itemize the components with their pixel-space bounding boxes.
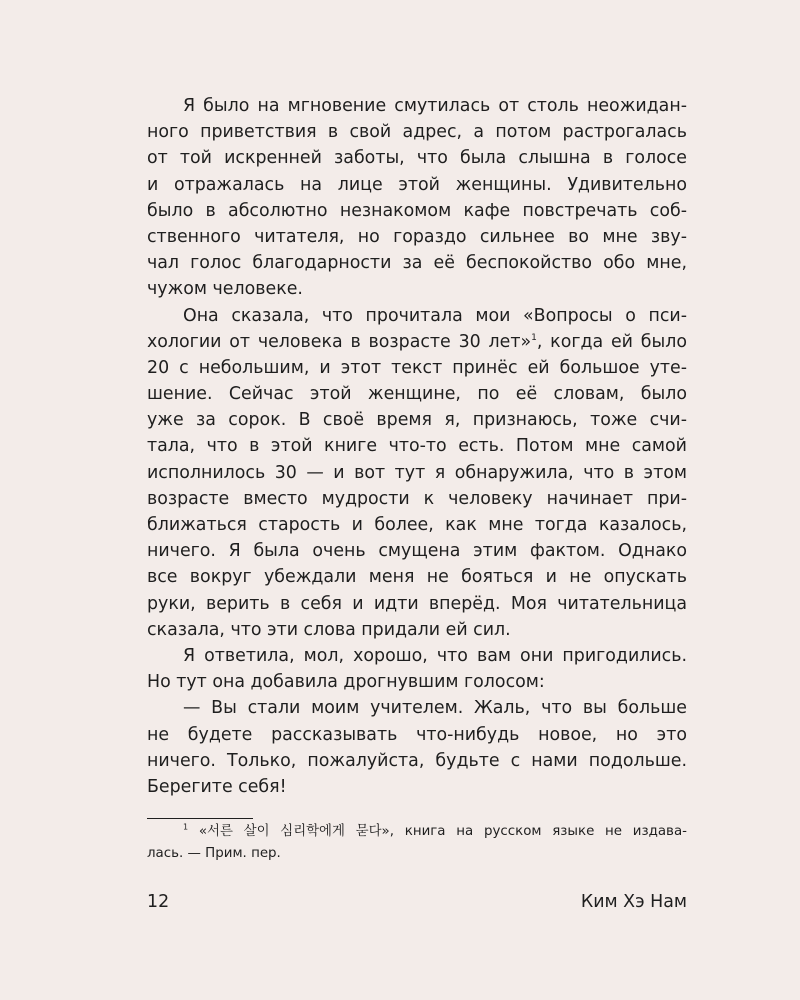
text-line: все вокруг убеждали меня не бояться и не опускать	[147, 567, 687, 588]
text-line: Она сказала, что прочитала мои «Вопросы о пси-	[183, 305, 687, 326]
footnote-reference[interactable]: 1	[531, 332, 537, 343]
text-line: сказала, что эти слова придали ей сил.	[147, 619, 511, 640]
footnote-line: лась. — Прим. пер.	[147, 846, 281, 861]
footnote-text: «서른 살이 심리학에게 묻다», книга на русском языке не издава-	[198, 824, 687, 839]
paragraph-1	[147, 93, 687, 303]
text-line: ничего. Я была очень смущена этим фактом. Однако	[147, 541, 687, 562]
paragraph-2	[147, 303, 687, 643]
text-line: чал голос благодарности за её беспокойство обо мне,	[147, 253, 687, 274]
text-line: Но тут она добавила дрогнувшим голосом:	[147, 672, 545, 693]
text-line-part: хологии от человека в возрасте 30 лет»	[147, 331, 532, 352]
text-line: шение. Сейчас этой женщине, по её словам, было	[147, 384, 687, 405]
text-line: Берегите себя!	[147, 776, 287, 797]
text-line	[147, 329, 687, 355]
text-line: и отражалась на лице этой женщины. Удивительно	[147, 174, 687, 195]
text-line: исполнилось 30 — и вот тут я обнаружила, что в этом	[147, 462, 687, 483]
footnote-number: 1	[183, 822, 189, 832]
running-footer-author: Ким Хэ Нам	[580, 892, 687, 912]
footnote-line	[147, 821, 687, 843]
text-line: тала, что в этой книге что-то есть. Потом мне самой	[147, 436, 687, 457]
footnote	[147, 821, 687, 865]
text-line: было в абсолютно незнакомом кафе повстречать соб-	[147, 200, 687, 221]
text-line: не будете рассказывать что-нибудь новое, но это	[147, 724, 687, 745]
text-line: уже за сорок. В своё время я, признаюсь, тоже счи-	[147, 410, 687, 431]
text-line: ближаться старость и более, как мне тогда казалось,	[147, 515, 687, 535]
text-line: 20 с небольшим, и этот текст принёс ей большое уте-	[147, 357, 687, 378]
text-line: ного приветствия в свой адрес, а потом растрогалась	[147, 122, 687, 143]
text-line: возрасте вместо мудрости к человеку начинает при-	[147, 488, 687, 509]
text-line: — Вы стали моим учителем. Жаль, что вы больше	[183, 698, 687, 719]
page-number: 12	[147, 892, 170, 912]
text-line-part: , когда ей было	[536, 331, 687, 352]
paragraph-3	[147, 643, 687, 695]
paragraph-4	[147, 695, 687, 800]
text-line: Я было на мгновение смутилась от столь неожидан-	[183, 96, 687, 116]
footnote-divider	[147, 818, 253, 819]
text-line: Я ответила, мол, хорошо, что вам они пригодились.	[183, 645, 687, 666]
text-line: ственного читателя, но гораздо сильнее во мне зву-	[147, 226, 687, 247]
body-text	[147, 93, 687, 800]
text-line: ничего. Только, пожалуйста, будьте с нами подольше.	[147, 750, 687, 771]
text-line: от той искренней заботы, что была слышна в голосе	[147, 148, 687, 169]
text-line: чужом человеке.	[147, 279, 303, 300]
text-line: руки, верить в себя и идти вперёд. Моя читательница	[147, 593, 687, 614]
